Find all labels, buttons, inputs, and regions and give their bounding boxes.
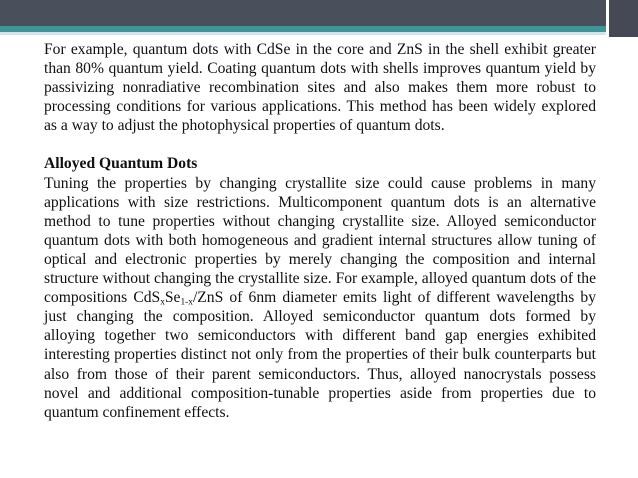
body-text-before-formula: Tuning the properties by changing crystallite size could cause problems in many applications with size restrictions. Multicomponent quantum dots is an alternative method to tune properties without changing crystallite size. Alloyed semiconductor quantum dots with both homogeneous and gradient internal structures allow tuning of optical and electronic properties by merely changing the composition and internal structure without changing the crystallite size. For example, alloyed quantum dots of the compositions xyxy=(44,174,596,307)
corner-block xyxy=(606,0,638,37)
header-band xyxy=(0,0,638,26)
section-heading: Alloyed Quantum Dots xyxy=(44,155,198,173)
formula-cds: CdS xyxy=(133,289,161,307)
accent-strip-light xyxy=(0,32,612,35)
formula-se: Se xyxy=(164,289,181,307)
formula-zns: /ZnS xyxy=(192,289,224,307)
paragraph-spacer xyxy=(44,135,596,154)
slide-content xyxy=(44,40,596,422)
formula-subscript-x: x xyxy=(160,297,165,308)
intro-paragraph: For example, quantum dots with CdSe in the core and ZnS in the shell exhibit greater than 80% quantum yield. Coating quantum dots with shells improves quantum yield by passivizing nonradiative recombination sites and also makes them more robust to processing conditions for various applications. This method has been widely explored as a way to adjust the photophysical properties of quantum dots. xyxy=(44,41,596,135)
body-paragraph xyxy=(44,174,596,422)
body-text-after-formula: of 6nm diameter emits light of different wavelengths by just changing the composition. Alloyed semiconductor quantum dots formed by alloying together two semiconductors with different band gap energies exhibited interesting properties distinct not only from the properties of their bulk counterparts but also from those of their parent semiconductors. Thus, alloyed nanocrystals possess novel and additional composition-tunable properties aside from properties due to quantum confinement effects. xyxy=(44,289,596,421)
formula-subscript-1-x: 1-x xyxy=(180,297,193,308)
